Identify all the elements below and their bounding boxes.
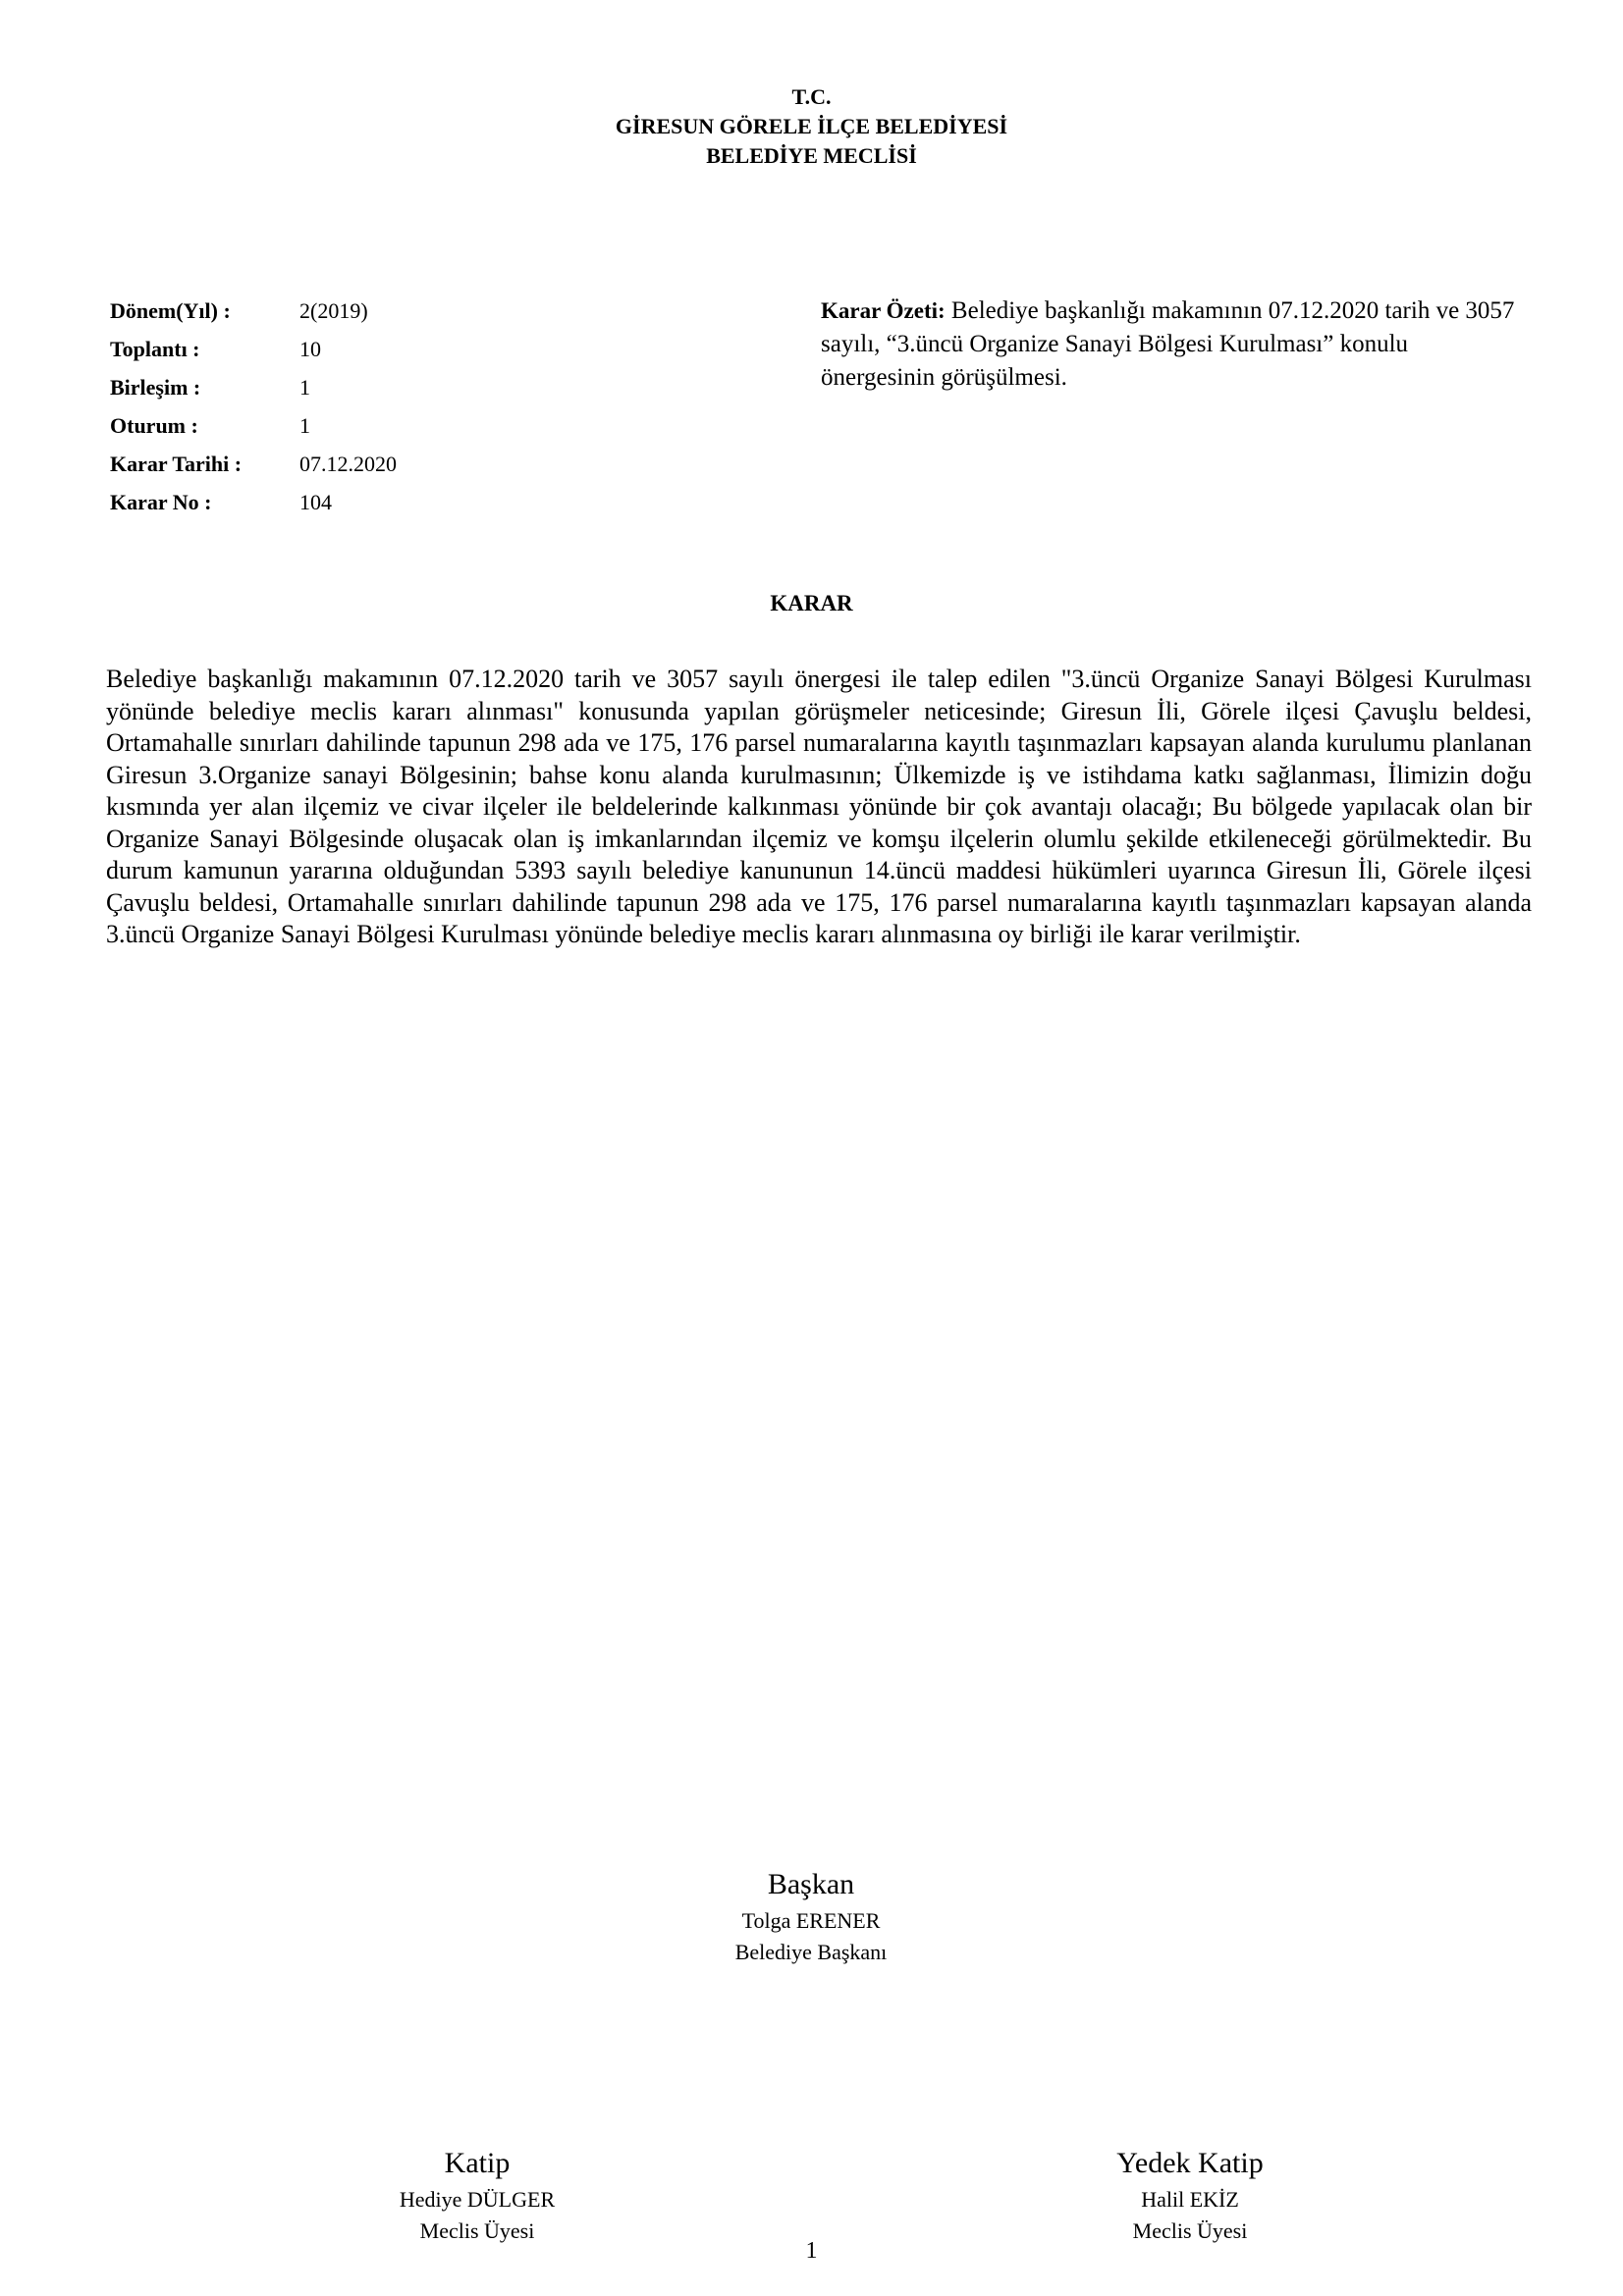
meta-row-donem [110,298,397,337]
header-municipality: GİRESUN GÖRELE İLÇE BELEDİYESİ [615,114,1008,138]
meta-row-toplanti [110,337,397,375]
meta-row-karar-no [110,490,397,528]
meta-value: 10 [299,337,321,361]
meta-info [110,298,397,528]
page-number: 1 [805,2238,818,2264]
signature-title: Katip [444,2147,511,2179]
meta-row-oturum [110,413,397,452]
meta-label: Dönem(Yıl) : [110,298,231,323]
signature-name: Tolga ERENER [741,1908,881,1933]
signature-title: Yedek Katip [1116,2147,1264,2179]
summary-text: Belediye başkanlığı makamının 07.12.2020 tarih ve 3057 sayılı, “3.üncü Organize Sanayi Bölgesi Kurulması” konulu önergesinin görüşülmesi. [821,297,1515,391]
meta-value: 104 [299,490,332,514]
summary-label: Karar Özeti: [821,298,946,323]
signature-name: Halil EKİZ [1141,2187,1239,2212]
signature-role: Meclis Üyesi [1132,2218,1248,2243]
meta-label: Birleşim : [110,375,201,400]
meta-value: 07.12.2020 [299,452,397,476]
decision-summary [821,294,1528,395]
meta-row-karar-tarihi [110,452,397,490]
alt-clerk-signature [994,2144,1386,2246]
meta-value: 1 [299,413,310,438]
meta-value: 1 [299,375,310,400]
meta-value: 2(2019) [299,298,368,323]
meta-row-birlesim [110,375,397,413]
header-council: BELEDİYE MECLİSİ [706,143,917,168]
clerk-signature [281,2144,674,2246]
meta-label: Karar No : [110,490,212,514]
meta-label: Oturum : [110,413,198,438]
meta-label: Toplantı : [110,337,200,361]
meta-label: Karar Tarihi : [110,452,243,476]
decision-title: KARAR [770,591,853,615]
signature-title: Başkan [767,1868,855,1900]
president-signature [615,1865,1007,1967]
signature-role: Meclis Üyesi [419,2218,535,2243]
document-header [0,82,1623,171]
signature-name: Hediye DÜLGER [399,2187,556,2212]
decision-body: Belediye başkanlığı makamının 07.12.2020 tarih ve 3057 sayılı önergesi ile talep edilen "3.üncü Organize Sanayi Bölgesi Kurulması yönünde belediye meclis kararı alınması" konusunda yapılan görüşmeler neticesinde; Giresun İli, Görele ilçesi Çavuşlu beldesi, Ortamahalle sınırları dahilinde tapunun 298 ada ve 175, 176 parsel numaralarına kayıtlı taşınmazları kapsayan alanda kurulumu planlanan Giresun 3.Organize sanayi Bölgesinin; bahse konu alanda kurulmasının; Ülkemizde iş ve istihdama katkı sağlanması, İlimizin doğu kısmında yer alan ilçemiz ve civar ilçeler ile beldelerinde kalkınması yönünde bir çok avantajı olacağı; Bu bölgede yapılacak olan bir Organize Sanayi Bölgesinde oluşacak olan iş imkanlarından ilçemiz ve komşu ilçelerin olumlu şekilde etkileneceği görülmektedir. Bu durum kamunun yararına olduğundan 5393 sayılı belediye kanununun 14.üncü maddesi hükümleri uyarınca Giresun İli, Görele ilçesi Çavuşlu beldesi, Ortamahalle sınırları dahilinde tapunun 298 ada ve 175, 176 parsel numaralarına kayıtlı taşınmazları kapsayan alanda 3.üncü Organize Sanayi Bölgesi Kurulması yönünde belediye meclis kararı alınmasına oy birliği ile karar verilmiştir. [106,665,1532,948]
header-tc: T.C. [791,84,832,109]
signature-role: Belediye Başkanı [734,1940,888,1964]
